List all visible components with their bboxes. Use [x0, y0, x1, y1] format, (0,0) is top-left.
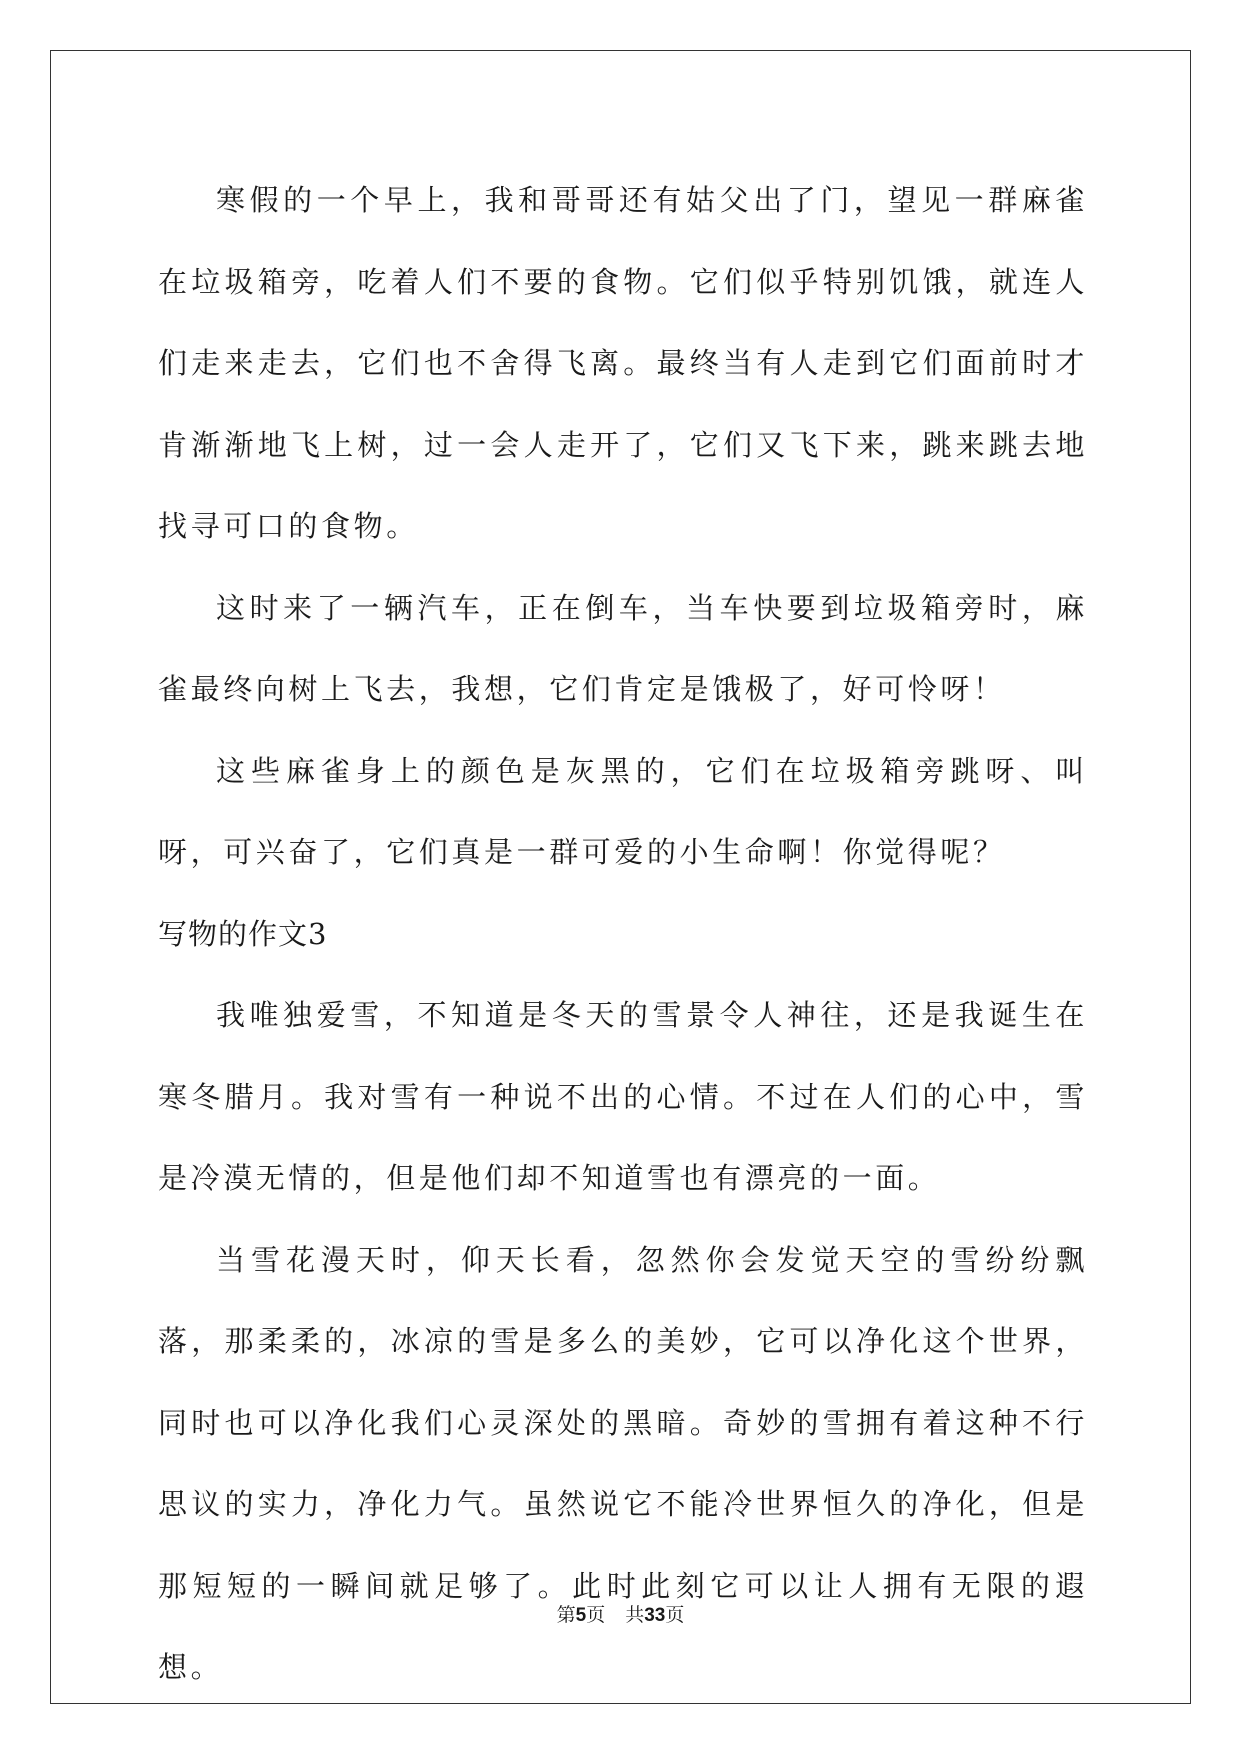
paragraph: 这些麻雀身上的颜色是灰黑的，它们在垃圾箱旁跳呀、叫呀，可兴奋了，它们真是一群可爱的小生命啊！你觉得呢？	[158, 753, 1088, 869]
page-footer	[0, 1600, 1241, 1627]
page-number: 5	[575, 1605, 587, 1626]
paragraph: 寒假的一个早上，我和哥哥还有姑父出了门，望见一群麻雀在垃圾箱旁，吃着人们不要的食物。它们似乎特别饥饿，就连人们走来走去，它们也不舍得飞离。最终当有人走到它们面前时才肯渐渐地飞上树，过一会人走开了，它们又飞下来，跳来跳去地找寻可口的食物。	[158, 183, 1088, 543]
total-prefix: 共	[625, 1604, 645, 1626]
paragraph: 这时来了一辆汽车，正在倒车，当车快要到垃圾箱旁时，麻雀最终向树上飞去，我想，它们肯定是饿极了，好可怜呀！	[158, 590, 1088, 706]
total-pages: 33	[644, 1605, 666, 1626]
paragraph: 我唯独爱雪，不知道是冬天的雪景令人神往，还是我诞生在寒冬腊月。我对雪有一种说不出的心情。不过在人们的心中，雪是冷漠无情的，但是他们却不知道雪也有漂亮的一面。	[158, 998, 1088, 1195]
section-heading: 写物的作文3	[158, 916, 328, 951]
page-suffix: 页	[586, 1604, 606, 1626]
document-body	[158, 160, 1088, 1709]
total-suffix: 页	[665, 1604, 685, 1626]
paragraph: 当雪花漫天时，仰天长看，忽然你会发觉天空的雪纷纷飘落，那柔柔的，冰凉的雪是多么的美妙，它可以净化这个世界，同时也可以净化我们心灵深处的黑暗。奇妙的雪拥有着这种不行思议的实力，净化力气。虽然说它不能冷世界恒久的净化，但是那短短的一瞬间就足够了。此时此刻它可以让人拥有无限的遐想。	[158, 1242, 1088, 1684]
page-prefix: 第	[556, 1604, 576, 1626]
